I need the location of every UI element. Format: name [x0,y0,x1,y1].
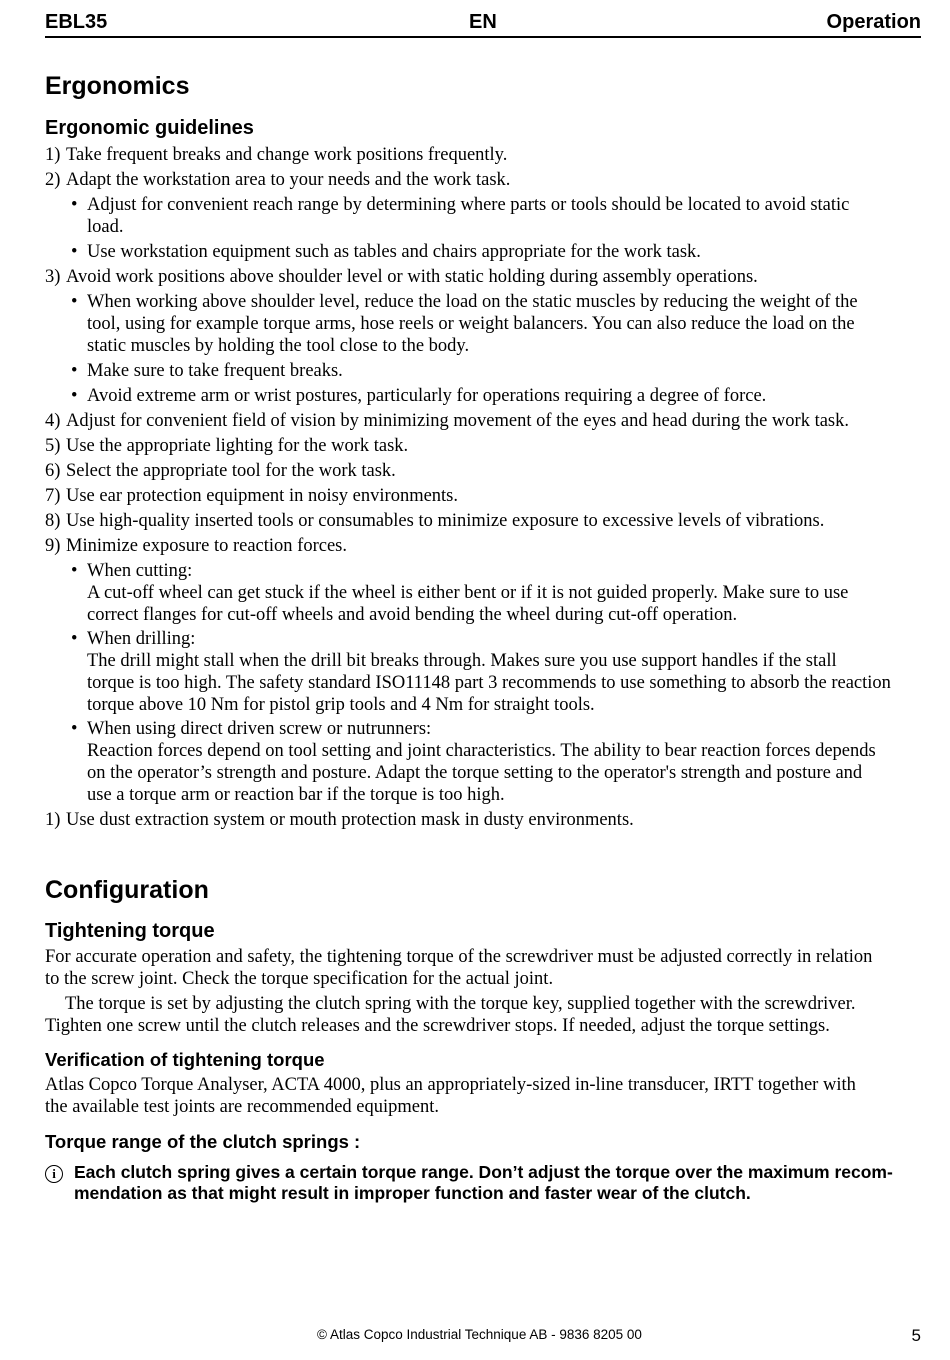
item-number: 5) [45,436,61,456]
bullet-text: When working above shoulder level, reduce the load on the static muscles by reducing the weight of the [87,292,858,312]
item-number: 4) [45,411,61,431]
bullet-marker: • [71,629,78,649]
item-text: Use the appropriate lighting for the work task. [66,436,409,456]
bullet-text: When drilling: [87,629,196,649]
bullet-marker: • [71,242,78,262]
paragraph-text: to the screw joint. Check the torque specification for the actual joint. [45,969,554,989]
bullet-text: torque above 10 Nm for pistol grip tools and 4 Nm for straight tools. [87,695,595,715]
paragraph-text: Tighten one screw until the clutch releases and the screwdriver stops. If needed, adjust the torque settings. [45,1016,830,1036]
bullet-text: When using direct driven screw or nutrunners: [87,719,432,739]
item-number: 1) [45,145,61,165]
subsection-title-verification: Verification of tightening torque [45,1049,325,1070]
item-text: Use high-quality inserted tools or consumables to minimize exposure to excessive levels of vibrations. [66,511,825,531]
bullet-marker: • [71,561,78,581]
bullet-marker: • [71,292,78,312]
page-number: 5 [911,1326,921,1345]
paragraph-text: the available test joints are recommended equipment. [45,1097,440,1117]
item-text: Take frequent breaks and change work positions frequently. [66,145,508,165]
bullet-marker: • [71,361,78,381]
note-text: mendation as that might result in improper function and faster wear of the clutch. [74,1183,751,1203]
item-text: Avoid work positions above shoulder level or with static holding during assembly operations. [66,267,758,287]
item-text: Use dust extraction system or mouth protection mask in dusty environments. [66,810,634,830]
bullet-text: Adjust for convenient reach range by determining where parts or tools should be located to avoid static [87,195,850,215]
bullet-text: tool, using for example torque arms, hose reels or weight balancers. You can also reduce the load on the [87,314,855,334]
item-text: Use ear protection equipment in noisy environments. [66,486,459,506]
bullet-text: Make sure to take frequent breaks. [87,361,343,381]
item-number: 2) [45,170,61,190]
item-number: 8) [45,511,61,531]
subsection-title-tightening: Tightening torque [45,920,215,942]
item-number: 9) [45,536,61,556]
bullet-text: Reaction forces depend on tool setting and joint characteristics. The ability to bear reaction forces depends [87,741,876,761]
paragraph-text: The torque is set by adjusting the clutch spring with the torque key, supplied together with the screwdriver. [65,994,856,1014]
item-text: Minimize exposure to reaction forces. [66,536,347,556]
bullet-text: correct flanges for cut-off wheels and avoid bending the wheel during cut-off operation. [87,605,738,625]
section-title-configuration: Configuration [45,876,209,904]
bullet-text: The drill might stall when the drill bit breaks through. Makes sure you use support handles if the stall [87,651,837,671]
item-text: Adapt the workstation area to your needs and the work task. [66,170,511,190]
bullet-text: use a torque arm or reaction bar if the torque is too high. [87,785,505,805]
bullet-text: When cutting: [87,561,193,581]
bullet-marker: • [71,386,78,406]
bullet-text: Use workstation equipment such as tables and chairs appropriate for the work task. [87,242,701,262]
item-text: Select the appropriate tool for the work task. [66,461,396,481]
page-header [45,10,921,38]
item-text: Adjust for convenient field of vision by minimizing movement of the eyes and head during the work task. [66,411,849,431]
bullet-text: torque is too high. The safety standard ISO11148 part 3 recommends to use something to absorb the reaction [87,673,891,693]
bullet-text: A cut-off wheel can get stuck if the wheel is either bent or if it is not guided properly. Make sure to use [87,583,849,603]
paragraph-text: Atlas Copco Torque Analyser, ACTA 4000, plus an appropriately-sized in-line transducer, IRTT together with [45,1075,856,1095]
header-model: EBL35 [45,11,108,33]
bullet-text: static muscles by holding the tool close to the body. [87,336,470,356]
paragraph-text: For accurate operation and safety, the tightening torque of the screwdriver must be adjusted correctly in relation [45,947,873,967]
header-language: EN [469,11,497,33]
item-number: 6) [45,461,61,481]
info-icon: i [45,1165,63,1183]
subsection-title-torque-range: Torque range of the clutch springs : [45,1131,361,1152]
bullet-marker: • [71,195,78,215]
item-number: 7) [45,486,61,506]
item-number: 3) [45,267,61,287]
item-number: 1) [45,810,61,830]
subsection-title-guidelines: Ergonomic guidelines [45,117,254,139]
bullet-marker: • [71,719,78,739]
bullet-text: load. [87,217,124,237]
footer-copyright: © Atlas Copco Industrial Technique AB - 9836 8205 00 [317,1327,642,1342]
header-section: Operation [826,11,921,33]
section-title-ergonomics: Ergonomics [45,72,190,100]
bullet-text: Avoid extreme arm or wrist postures, particularly for operations requiring a degree of force. [87,386,767,406]
bullet-text: on the operator’s strength and posture. Adapt the torque setting to the operator's strength and posture and [87,763,863,783]
note-text: Each clutch spring gives a certain torque range. Don’t adjust the torque over the maximum recom- [74,1162,893,1182]
